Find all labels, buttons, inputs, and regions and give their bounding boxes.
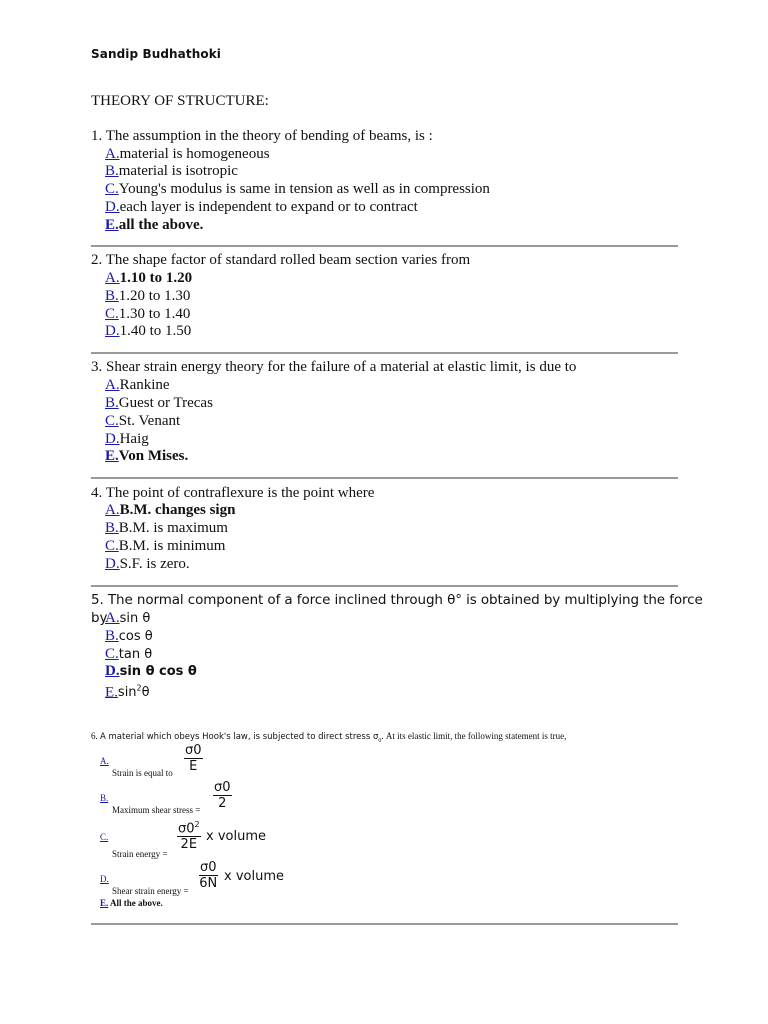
q3-option-c[interactable] [105, 412, 180, 430]
numerator: σ0 [185, 743, 202, 758]
fraction-b [213, 780, 232, 811]
option-letter[interactable]: C. [105, 306, 119, 322]
option-text: sin θ [119, 611, 151, 626]
question-5: 5. The normal component of a force inclined through θ° is obtained by multiplying the force by [91, 592, 703, 626]
q5-option-e[interactable] [105, 680, 150, 702]
q2-option-c[interactable] [105, 305, 190, 323]
option-letter[interactable]: A. [105, 377, 120, 393]
option-letter[interactable]: D. [105, 663, 120, 679]
q6-subscript: 0 [378, 737, 382, 744]
q6-option-b-text: Maximum shear stress = [112, 805, 201, 815]
option-text: material is homogeneous [119, 146, 270, 162]
q1-option-e[interactable] [105, 216, 203, 234]
option-text: 1.30 to 1.40 [118, 306, 191, 322]
option-letter[interactable]: E. [100, 898, 109, 908]
option-text: B.M. is minimum [118, 538, 226, 554]
option-letter[interactable]: A. [105, 146, 120, 162]
q1-option-a[interactable] [105, 145, 270, 163]
q3-option-e[interactable] [105, 447, 188, 465]
q6-text: A material which obeys Hook's law, is subjected to direct stress σ [100, 732, 379, 742]
option-letter[interactable]: B. [105, 163, 119, 179]
q4-option-c[interactable] [105, 537, 225, 555]
option-letter[interactable]: D. [105, 199, 120, 215]
denominator: 2E [180, 837, 198, 853]
option-text: All the above. [110, 898, 163, 908]
volume-text-c: x volume [206, 829, 266, 844]
option-text: tan θ [118, 647, 153, 662]
option-text: Young's modulus is same in tension as well as in compression [118, 181, 490, 197]
option-text: 1.10 to 1.20 [119, 270, 193, 286]
option-letter[interactable]: A. [100, 756, 109, 766]
option-letter[interactable]: E. [105, 684, 118, 701]
theta-text: θ [141, 685, 150, 701]
option-text: 1.40 to 1.50 [119, 323, 192, 339]
exponent: 2 [136, 684, 142, 693]
option-letter[interactable]: D. [100, 874, 109, 884]
option-letter[interactable]: B. [100, 793, 109, 803]
option-text [118, 685, 150, 700]
numerator [177, 820, 201, 836]
q5-option-d[interactable] [105, 662, 197, 681]
option-letter[interactable]: B. [105, 288, 119, 304]
option-letter[interactable]: B. [105, 520, 119, 536]
q1-option-b[interactable] [105, 162, 238, 180]
question-1: 1. The assumption in the theory of bending of beams, is : [91, 128, 433, 144]
sigma-zero: σ0 [178, 821, 195, 837]
option-text: cos θ [118, 629, 153, 644]
option-text: 1.20 to 1.30 [118, 288, 191, 304]
question-3: 3. Shear strain energy theory for the failure of a material at elastic limit, is due to [91, 359, 577, 375]
option-letter[interactable]: D. [105, 556, 120, 572]
q6-text-tail: . At its elastic limit, the following statement is true, [381, 731, 567, 741]
q1-option-c[interactable] [105, 180, 490, 198]
fraction-a [184, 743, 203, 774]
option-text: Haig [119, 431, 149, 447]
fraction-c [177, 820, 201, 852]
option-text: B.M. is maximum [118, 520, 228, 536]
option-text: each layer is independent to expand or to contract [119, 199, 418, 215]
numerator: σ0 [214, 780, 231, 795]
option-letter[interactable]: C. [105, 646, 119, 662]
q3-option-b[interactable] [105, 394, 213, 412]
q5-option-a[interactable] [105, 609, 150, 628]
q2-option-d[interactable] [105, 322, 191, 340]
divider [91, 245, 678, 247]
q3-option-d[interactable] [105, 430, 149, 448]
question-4: 4. The point of contraflexure is the point where [91, 485, 375, 501]
numerator: σ0 [200, 860, 217, 875]
option-letter[interactable]: D. [105, 323, 120, 339]
denominator: 2 [218, 796, 227, 811]
option-letter[interactable]: C. [100, 832, 109, 842]
section-heading: THEORY OF STRUCTURE: [91, 93, 269, 109]
option-letter[interactable]: E. [105, 448, 119, 464]
q1-option-d[interactable] [105, 198, 418, 216]
q4-option-b[interactable] [105, 519, 228, 537]
fraction-d [199, 860, 218, 891]
q6-option-b-letter[interactable] [100, 793, 108, 803]
option-text: Guest or Trecas [118, 395, 213, 411]
option-letter[interactable]: A. [105, 610, 120, 626]
q6-number: 6. [91, 731, 100, 741]
denominator: 6N [199, 876, 218, 891]
option-text: material is isotropic [118, 163, 238, 179]
option-text: St. Venant [118, 413, 181, 429]
sin-text: sin [117, 685, 137, 701]
q4-option-d[interactable] [105, 555, 190, 573]
question-2: 2. The shape factor of standard rolled beam section varies from [91, 252, 471, 268]
option-letter[interactable]: B. [105, 628, 119, 644]
q6-option-e[interactable] [100, 898, 163, 908]
q6-option-d-letter[interactable] [100, 874, 109, 884]
question-6 [91, 731, 566, 744]
q2-option-b[interactable] [105, 287, 190, 305]
option-letter[interactable]: E. [105, 217, 119, 233]
q6-option-c-text: Strain energy = [112, 849, 168, 859]
divider [91, 352, 678, 354]
option-letter[interactable]: A. [105, 502, 120, 518]
option-letter[interactable]: C. [105, 181, 119, 197]
q5-option-b[interactable] [105, 627, 153, 646]
option-text: Von Mises. [118, 448, 189, 464]
q2-option-a[interactable] [105, 269, 192, 287]
q4-option-a[interactable] [105, 501, 235, 519]
option-text: sin θ cos θ [119, 664, 197, 679]
option-letter[interactable]: C. [105, 538, 119, 554]
q3-option-a[interactable] [105, 376, 170, 394]
q6-option-a-letter[interactable] [100, 756, 109, 766]
option-letter[interactable]: C. [105, 413, 119, 429]
option-text: S.F. is zero. [119, 556, 190, 572]
q6-option-d-text: Shear strain energy = [112, 886, 189, 896]
q6-option-a-text: Strain is equal to [112, 768, 173, 778]
option-text: Rankine [119, 377, 170, 393]
option-letter[interactable]: B. [105, 395, 119, 411]
volume-text-d: x volume [224, 869, 284, 884]
divider [91, 923, 678, 925]
exponent: 2 [194, 820, 200, 829]
option-letter[interactable]: D. [105, 431, 120, 447]
q6-option-c-letter[interactable] [100, 832, 108, 842]
denominator: E [189, 759, 198, 774]
author-name: Sandip Budhathoki [91, 47, 221, 61]
option-text: B.M. changes sign [119, 502, 236, 518]
option-text: all the above. [118, 217, 204, 233]
divider [91, 477, 678, 479]
option-letter[interactable]: A. [105, 270, 120, 286]
divider [91, 585, 678, 587]
